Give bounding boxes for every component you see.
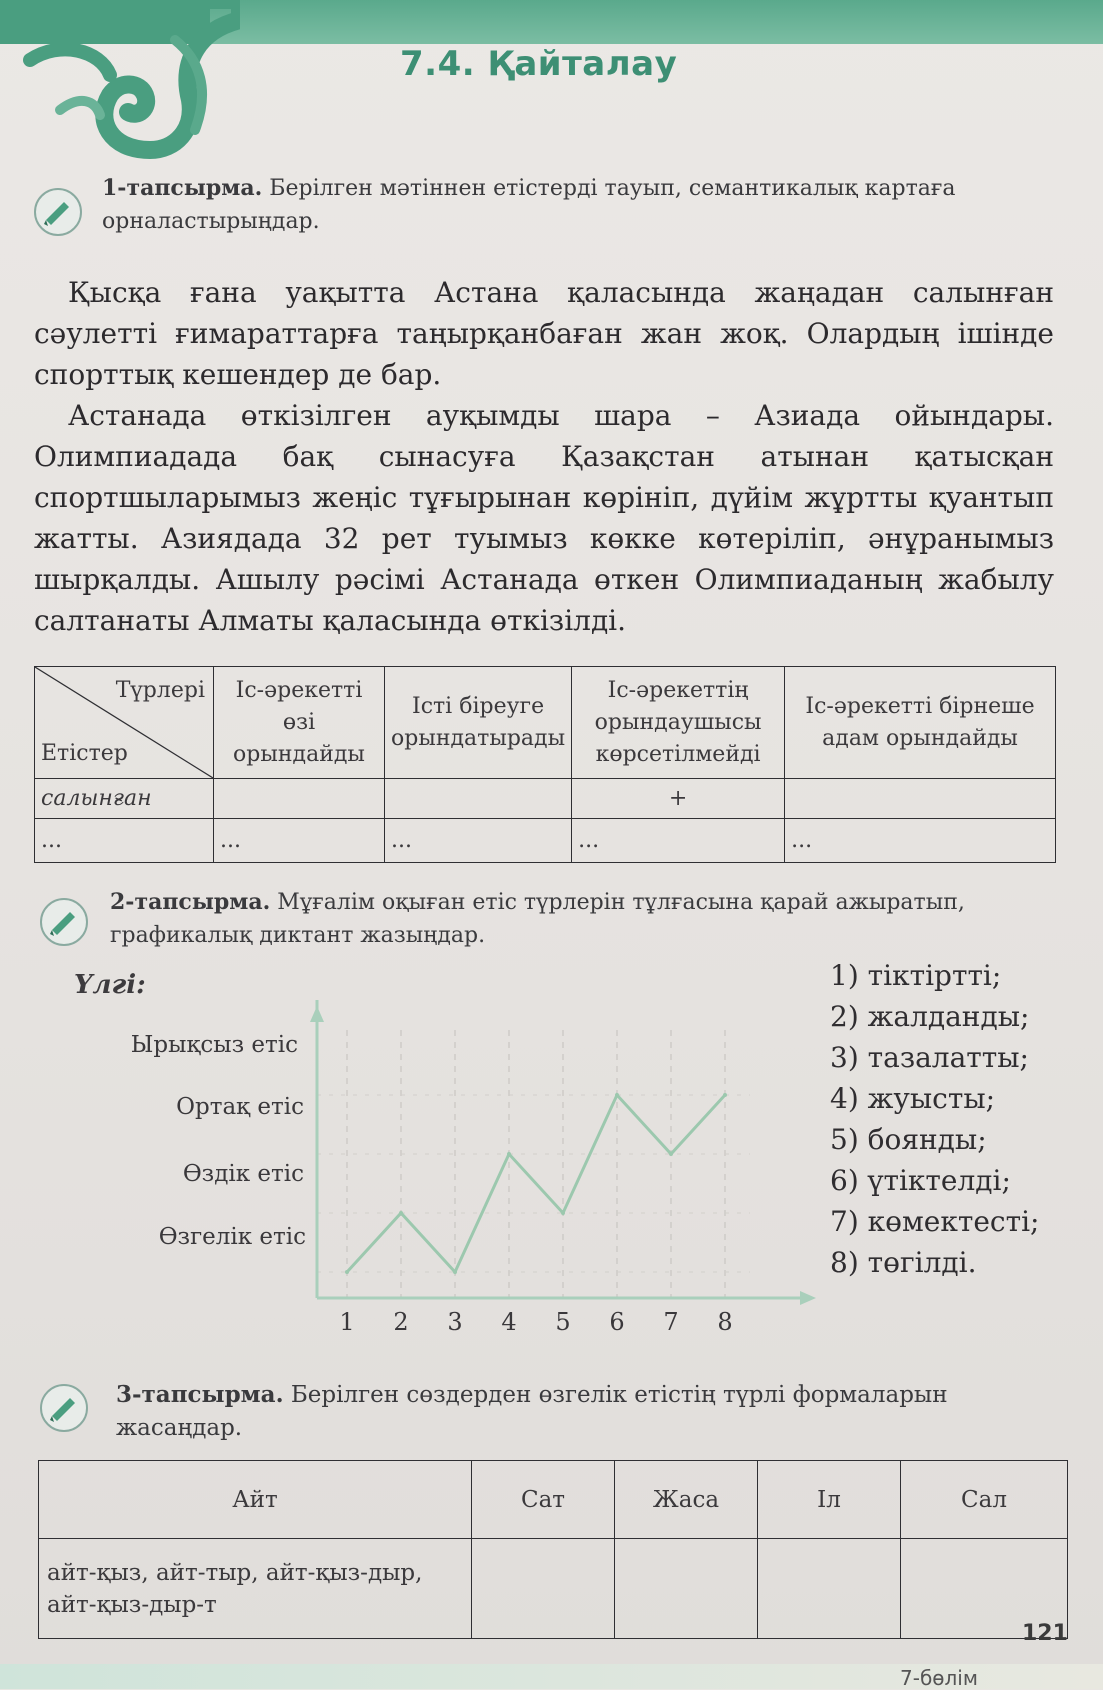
table-header: Істі біреуге орындатырады [385, 667, 572, 779]
table-header: Іс-әрекеттің орындаушысы көрсетілмейді [572, 667, 785, 779]
table-cell [615, 1539, 758, 1639]
task-2-label: 2-тапсырма. [110, 889, 271, 915]
table-cell: + [572, 779, 785, 819]
pencil-hand-icon [40, 1384, 88, 1432]
word-list [830, 955, 1039, 1283]
table-header: Айт [39, 1461, 472, 1539]
x-tick-label: 4 [501, 1308, 517, 1336]
data-point [399, 1211, 403, 1215]
bottom-band [0, 1664, 1103, 1689]
task-3-text: Берілген сөздерден өзгелік етістің түрлі формаларын жасаңдар. [116, 1382, 948, 1441]
task-2-instruction [110, 886, 1060, 952]
x-tick-label: 8 [717, 1308, 733, 1336]
pencil-hand-icon [40, 898, 88, 946]
y-category-label: Ырықсыз етіс [130, 1032, 298, 1058]
x-tick-label: 6 [609, 1308, 625, 1336]
ornament-icon [0, 0, 240, 170]
x-tick-label: 5 [555, 1308, 571, 1336]
data-point [615, 1093, 619, 1097]
paragraph-1: Қысқа ғана уақытта Астана қаласында жаңадан салынған сәулетті ғимараттарға таңырқанбаған жан жоқ. Олардың ішінде спорттық кешендер де бар. [34, 276, 1054, 391]
word-item: 5) боянды; [830, 1123, 987, 1156]
word-item: 6) үтіктелді; [830, 1164, 1011, 1197]
task-1-label: 1-тапсырма. [102, 175, 263, 201]
word-item: 3) тазалатты; [830, 1041, 1029, 1074]
data-point [453, 1270, 457, 1274]
table-cell [758, 1539, 901, 1639]
data-point [345, 1270, 349, 1274]
table-cell [785, 779, 1056, 819]
task-1-text: Берілген мәтіннен етістерді тауып, семантикалық картаға орналастырыңдар. [102, 176, 956, 234]
y-category-label: Ортақ етіс [176, 1094, 304, 1120]
x-tick-label: 1 [339, 1308, 355, 1336]
data-point [561, 1211, 565, 1215]
paragraph-2: Астанада өткізілген ауқымды шара – Азиада ойындары. Олимпиадада бақ сынасуға Қазақстан атынан қатысқан спортшыларымыз жеңіс тұғырынан көрініп, дүйім жұртты қуантып жатты. Азиядада 32 рет туымыз көкке көтеріліп, әнұранымыз шырқалды. Ашылу рәсімі Астанада өткен Олимпиаданың жабылу салтанаты Алматы қаласында өткізілді. [34, 399, 1054, 637]
corner-top-label: Түрлері [115, 678, 205, 703]
series-line [347, 1095, 725, 1272]
row-label: салынған [35, 779, 214, 819]
data-point [723, 1093, 727, 1097]
corner-cell [35, 667, 214, 779]
table-header: Сал [901, 1461, 1068, 1539]
reading-text [34, 272, 1054, 641]
table-header: Жаса [615, 1461, 758, 1539]
task-2-text: Мұғалім оқыған етіс түрлерін тұлғасына қарай ажыратып, графикалық диктант жазыңдар. [110, 890, 965, 948]
x-axis-arrow-icon [800, 1291, 816, 1305]
sample-label: Үлгі: [74, 970, 146, 1000]
task-3-instruction [116, 1378, 1066, 1445]
table-cell: ... [572, 819, 785, 863]
table-header: Іл [758, 1461, 901, 1539]
y-category-label: Өзгелік етіс [158, 1224, 306, 1250]
table-header: Іс-әрекетті бірнеше адам орындайды [785, 667, 1056, 779]
task-3-label: 3-тапсырма. [116, 1381, 284, 1408]
x-tick-labels [339, 1308, 732, 1336]
table-cell: айт-қыз, айт-тыр, айт-қыз-дыр, айт-қыз-дыр-т [39, 1539, 472, 1639]
data-point [669, 1152, 673, 1156]
row-label: ... [35, 819, 214, 863]
word-item: 4) жуысты; [830, 1082, 996, 1115]
table-header: Сат [472, 1461, 615, 1539]
chart-grid [317, 1030, 750, 1298]
table-cell [472, 1539, 615, 1639]
word-item: 7) көмектесті; [830, 1205, 1040, 1238]
table-cell: ... [214, 819, 385, 863]
x-tick-label: 3 [447, 1308, 463, 1336]
verb-forms-table [38, 1460, 1068, 1639]
section-label: 7-бөлім [900, 1666, 978, 1690]
table-cell: ... [385, 819, 572, 863]
table-cell: ... [785, 819, 1056, 863]
table-header: Іс-әрекетті өзі орындайды [214, 667, 385, 779]
pencil-hand-icon [34, 188, 82, 236]
data-point [507, 1152, 511, 1156]
word-item: 1) тіктіртті; [830, 959, 1002, 992]
semantic-map-table [34, 666, 1056, 863]
page-number: 121 [1022, 1621, 1068, 1646]
page-title: 7.4. Қайталау [400, 44, 678, 84]
word-item: 8) төгілді. [830, 1246, 977, 1279]
y-axis-arrow-icon [310, 1006, 324, 1022]
table-cell [214, 779, 385, 819]
word-item: 2) жалданды; [830, 1000, 1030, 1033]
corner-bottom-label: Етістер [41, 741, 128, 766]
x-tick-label: 2 [393, 1308, 409, 1336]
x-tick-label: 7 [663, 1308, 679, 1336]
table-cell [385, 779, 572, 819]
y-category-label: Өздік етіс [182, 1161, 304, 1187]
task-1-instruction [102, 172, 1062, 238]
graphic-dictation-chart [300, 1000, 820, 1340]
top-color-band-light [210, 0, 1103, 44]
